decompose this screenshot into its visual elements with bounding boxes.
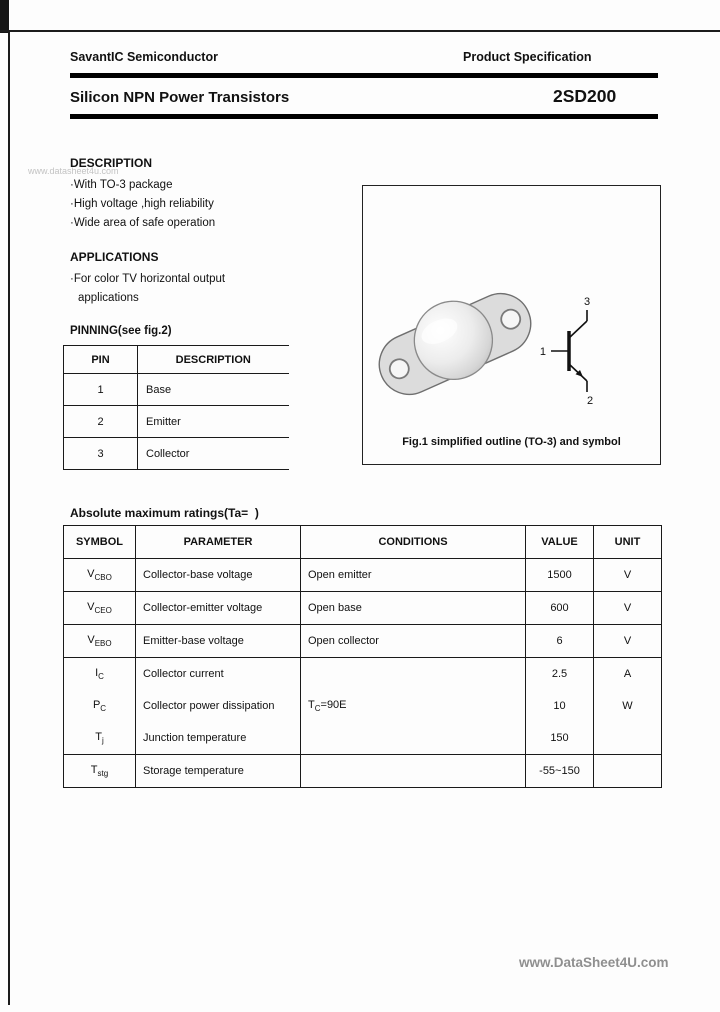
symbol-subscript: CBO [94,573,112,583]
symbol-cell [64,625,136,658]
pinning-header-row [64,346,289,374]
symbol-main: V [87,633,95,646]
pinning-row [64,406,289,438]
parameter-column-header: PARAMETER [136,526,301,559]
condition-subscript: C [314,704,321,714]
pin-column-header: PIN [64,346,138,374]
footer-watermark: www.DataSheet4U.com [519,955,669,970]
parameter-cell: Collector-base voltage [136,559,301,592]
ratings-heading: Absolute maximum ratings(Ta= ) [70,506,259,520]
figure-drawing [363,186,657,434]
figure-caption: Fig.1 simplified outline (TO-3) and symbol [402,436,621,448]
parameter-cell: Emitter-base voltage [136,625,301,658]
pinning-heading: PINNING(see fig.2) [70,325,172,337]
unit-cell: V [594,592,662,625]
symbol-main: P [92,698,101,711]
pinning-row [64,374,289,406]
scan-artifact-corner [0,0,9,33]
unit-cell: W [594,690,662,722]
parameter-cell: Junction temperature [136,722,301,755]
conditions-cell: Open base [301,592,526,625]
title-rule [70,114,658,119]
description-item: ·With TO-3 package [70,179,173,191]
value-cell: 2.5 [526,658,594,691]
parameter-cell: Collector-emitter voltage [136,592,301,625]
page-title: Silicon NPN Power Transistors [70,89,290,106]
unit-cell [594,755,662,788]
pin-number-cell: 2 [64,406,138,438]
symbol-cell [64,755,136,788]
applications-heading: APPLICATIONS [70,250,159,264]
scan-artifact-top-line [0,30,720,32]
symbol-cell [64,559,136,592]
pin-description-cell: Emitter [138,406,289,438]
description-heading: DESCRIPTION [70,156,153,170]
symbol-main: T [90,763,98,776]
figure-box [362,185,661,465]
ratings-row [64,658,662,691]
doc-type: Product Specification [463,50,592,64]
symbol-collector-lead [569,321,587,338]
condition-main: T [308,698,315,711]
header-rule [70,73,658,78]
pin-description-cell: Base [138,374,289,406]
part-number: 2SD200 [553,86,617,106]
pin-number-cell: 3 [64,438,138,470]
pin-description-cell: Collector [138,438,289,470]
value-column-header: VALUE [526,526,594,559]
symbol-subscript: C [100,704,107,714]
symbol-pin2-label: 2 [586,395,594,407]
symbol-main: V [87,567,95,580]
pin-number-cell: 1 [64,374,138,406]
value-cell: 150 [526,722,594,755]
description-column-header: DESCRIPTION [138,346,289,374]
transistor-symbol [551,310,587,392]
symbol-main: T [95,730,102,743]
pinning-row [64,438,289,470]
unit-cell: A [594,658,662,691]
conditions-column-header: CONDITIONS [301,526,526,559]
unit-cell [594,722,662,755]
parameter-cell: Collector current [136,658,301,691]
pinning-table [63,345,289,470]
value-cell: 1500 [526,559,594,592]
value-cell: 10 [526,690,594,722]
ratings-row [64,755,662,788]
symbol-column-header: SYMBOL [64,526,136,559]
conditions-cell: Open collector [301,625,526,658]
value-cell: -55~150 [526,755,594,788]
symbol-main: I [95,666,99,679]
applications-item: ·For color TV horizontal output [70,273,226,285]
symbol-pin3-label: 3 [583,296,591,308]
description-item: ·High voltage ,high reliability [70,198,214,210]
watermark: www.datasheet4u.com [28,166,119,176]
company-name: SavantIC Semiconductor [70,50,218,64]
condition-rest: =90E [320,698,347,711]
applications-item-continued: applications [78,292,139,304]
to3-package-drawing [364,272,542,408]
symbol-cell [64,722,136,755]
ratings-table [63,525,662,788]
symbol-subscript: j [101,736,104,746]
symbol-cell [64,690,136,722]
symbol-subscript: C [98,672,104,682]
conditions-cell-merged [301,658,526,755]
unit-cell: V [594,559,662,592]
unit-cell: V [594,625,662,658]
ratings-header-row [64,526,662,559]
parameter-cell: Collector power dissipation [136,690,301,722]
symbol-subscript: CEO [94,606,112,616]
symbol-cell [64,592,136,625]
conditions-cell [301,755,526,788]
ratings-row [64,625,662,658]
description-item: ·Wide area of safe operation [70,217,216,229]
ratings-row [64,592,662,625]
conditions-cell: Open emitter [301,559,526,592]
symbol-pin1-label: 1 [539,346,546,358]
unit-column-header: UNIT [594,526,662,559]
value-cell: 6 [526,625,594,658]
symbol-main: V [87,600,95,613]
parameter-cell: Storage temperature [136,755,301,788]
scan-artifact-left-line [8,30,10,1005]
symbol-subscript: EBO [94,639,112,649]
description-list [70,176,215,233]
symbol-cell [64,658,136,691]
value-cell: 600 [526,592,594,625]
symbol-subscript: stg [97,769,109,779]
ratings-row [64,559,662,592]
